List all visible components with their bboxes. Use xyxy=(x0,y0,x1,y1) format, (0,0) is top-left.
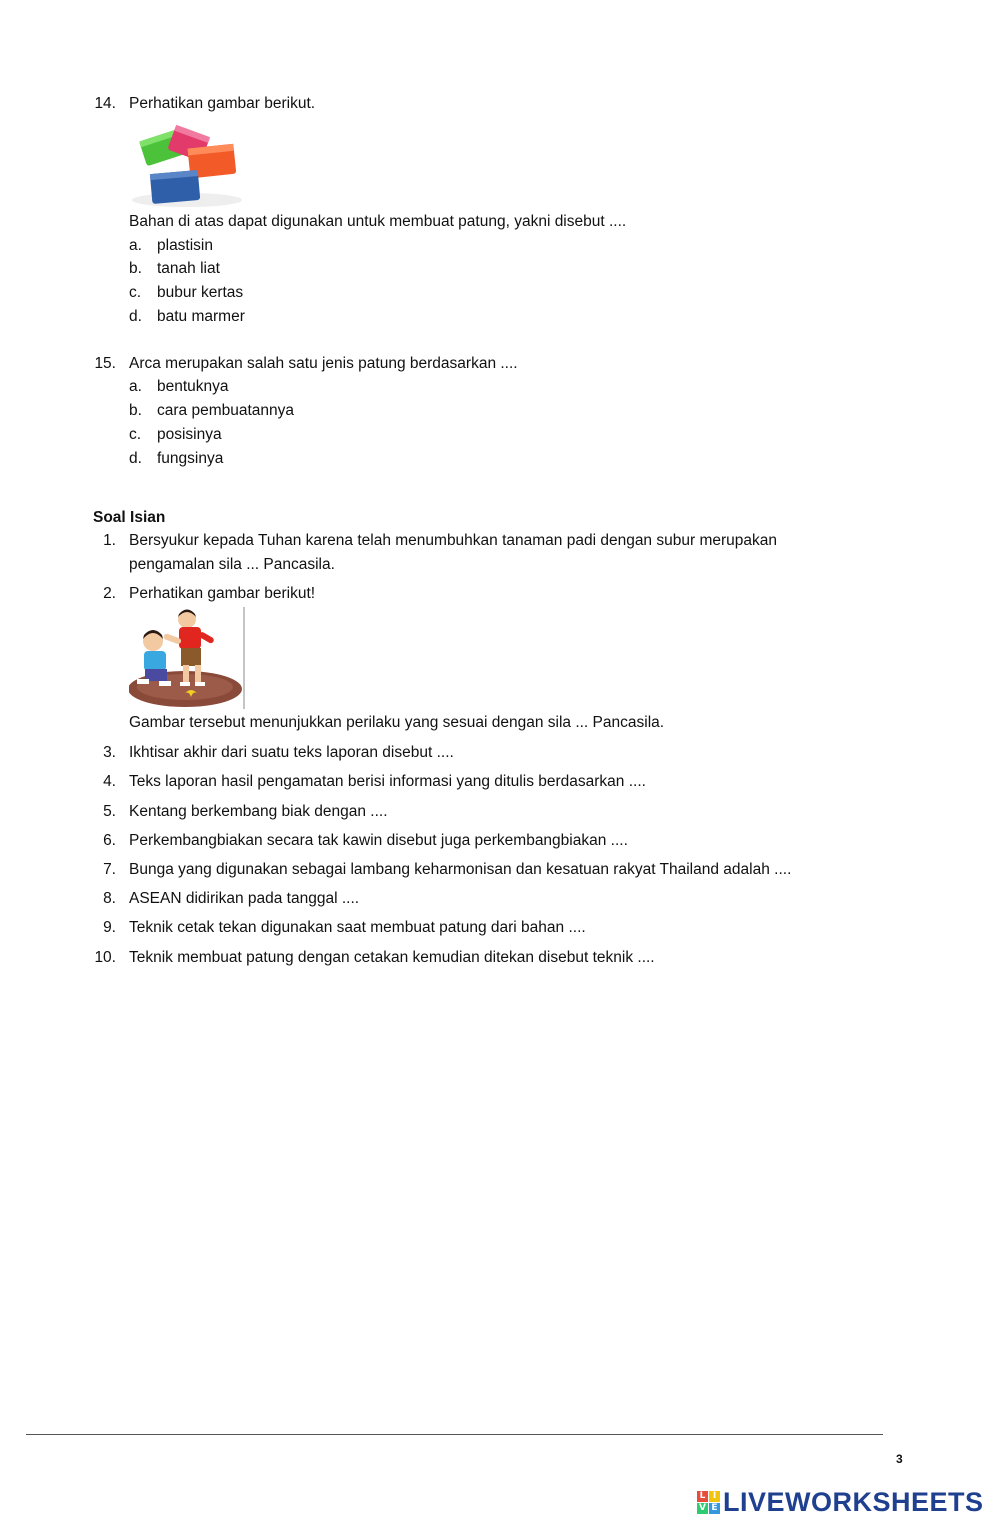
isian-text: ASEAN didirikan pada tanggal .... xyxy=(129,890,360,907)
logo-letter: L xyxy=(697,1491,708,1502)
question-number: 14. xyxy=(94,95,116,112)
isian-number: 2. xyxy=(103,585,116,602)
option-text: posisinya xyxy=(157,426,222,443)
isian-text: Ikhtisar akhir dari suatu teks laporan disebut .... xyxy=(129,744,454,761)
option-text: plastisin xyxy=(157,237,213,254)
isian-number: 10. xyxy=(94,949,116,966)
isian-caption: Gambar tersebut menunjukkan perilaku yang sesuai dengan sila ... Pancasila. xyxy=(129,714,665,731)
isian-number: 9. xyxy=(103,919,116,936)
logo-mark-icon xyxy=(697,1491,720,1514)
question-caption: Bahan di atas dapat digunakan untuk membuat patung, yakni disebut .... xyxy=(129,213,627,230)
isian-number: 7. xyxy=(103,861,116,878)
option-text: fungsinya xyxy=(157,450,224,467)
option-letter: a. xyxy=(129,378,142,395)
option-letter: c. xyxy=(129,426,142,443)
page-number: 3 xyxy=(896,1452,903,1466)
question-text: Arca merupakan salah satu jenis patung berdasarkan .... xyxy=(129,355,518,372)
isian-text-continued: pengamalan sila ... Pancasila. xyxy=(129,556,335,573)
option-letter: c. xyxy=(129,284,142,301)
isian-text: Perkembangbiakan secara tak kawin disebut juga perkembangbiakan .... xyxy=(129,832,628,849)
liveworksheets-logo[interactable] xyxy=(697,1487,984,1518)
option-letter: a. xyxy=(129,237,142,254)
option-letter: b. xyxy=(129,260,142,277)
option-letter: d. xyxy=(129,308,142,325)
option-text: tanah liat xyxy=(157,260,220,277)
isian-number: 1. xyxy=(103,532,116,549)
plasticine-image xyxy=(129,120,245,208)
isian-number: 5. xyxy=(103,803,116,820)
brand-name: LIVEWORKSHEETS xyxy=(723,1487,984,1517)
children-helping-image xyxy=(129,607,247,709)
isian-text: Teknik membuat patung dengan cetakan kemudian ditekan disebut teknik .... xyxy=(129,949,655,966)
option-letter: d. xyxy=(129,450,142,467)
logo-letter: E xyxy=(709,1503,720,1514)
isian-text: Teknik cetak tekan digunakan saat membuat patung dari bahan .... xyxy=(129,919,586,936)
isian-text: Teks laporan hasil pengamatan berisi informasi yang ditulis berdasarkan .... xyxy=(129,773,646,790)
logo-letter: I xyxy=(709,1491,720,1502)
isian-number: 8. xyxy=(103,890,116,907)
isian-text: Bunga yang digunakan sebagai lambang keharmonisan dan kesatuan rakyat Thailand adalah .... xyxy=(129,861,792,878)
isian-number: 4. xyxy=(103,773,116,790)
option-text: bubur kertas xyxy=(157,284,244,301)
isian-text: Perhatikan gambar berikut! xyxy=(129,585,316,602)
option-letter: b. xyxy=(129,402,142,419)
question-number: 15. xyxy=(94,355,116,372)
question-text: Perhatikan gambar berikut. xyxy=(129,95,316,112)
section-heading: Soal Isian xyxy=(93,509,166,526)
isian-text: Kentang berkembang biak dengan .... xyxy=(129,803,388,820)
logo-letter: V xyxy=(697,1503,708,1514)
isian-number: 3. xyxy=(103,744,116,761)
isian-number: 6. xyxy=(103,832,116,849)
option-text: cara pembuatannya xyxy=(157,402,295,419)
isian-text: Bersyukur kepada Tuhan karena telah menumbuhkan tanaman padi dengan subur merupakan xyxy=(129,532,777,549)
option-text: batu marmer xyxy=(157,308,245,325)
option-text: bentuknya xyxy=(157,378,229,395)
footer-divider xyxy=(26,1434,883,1435)
